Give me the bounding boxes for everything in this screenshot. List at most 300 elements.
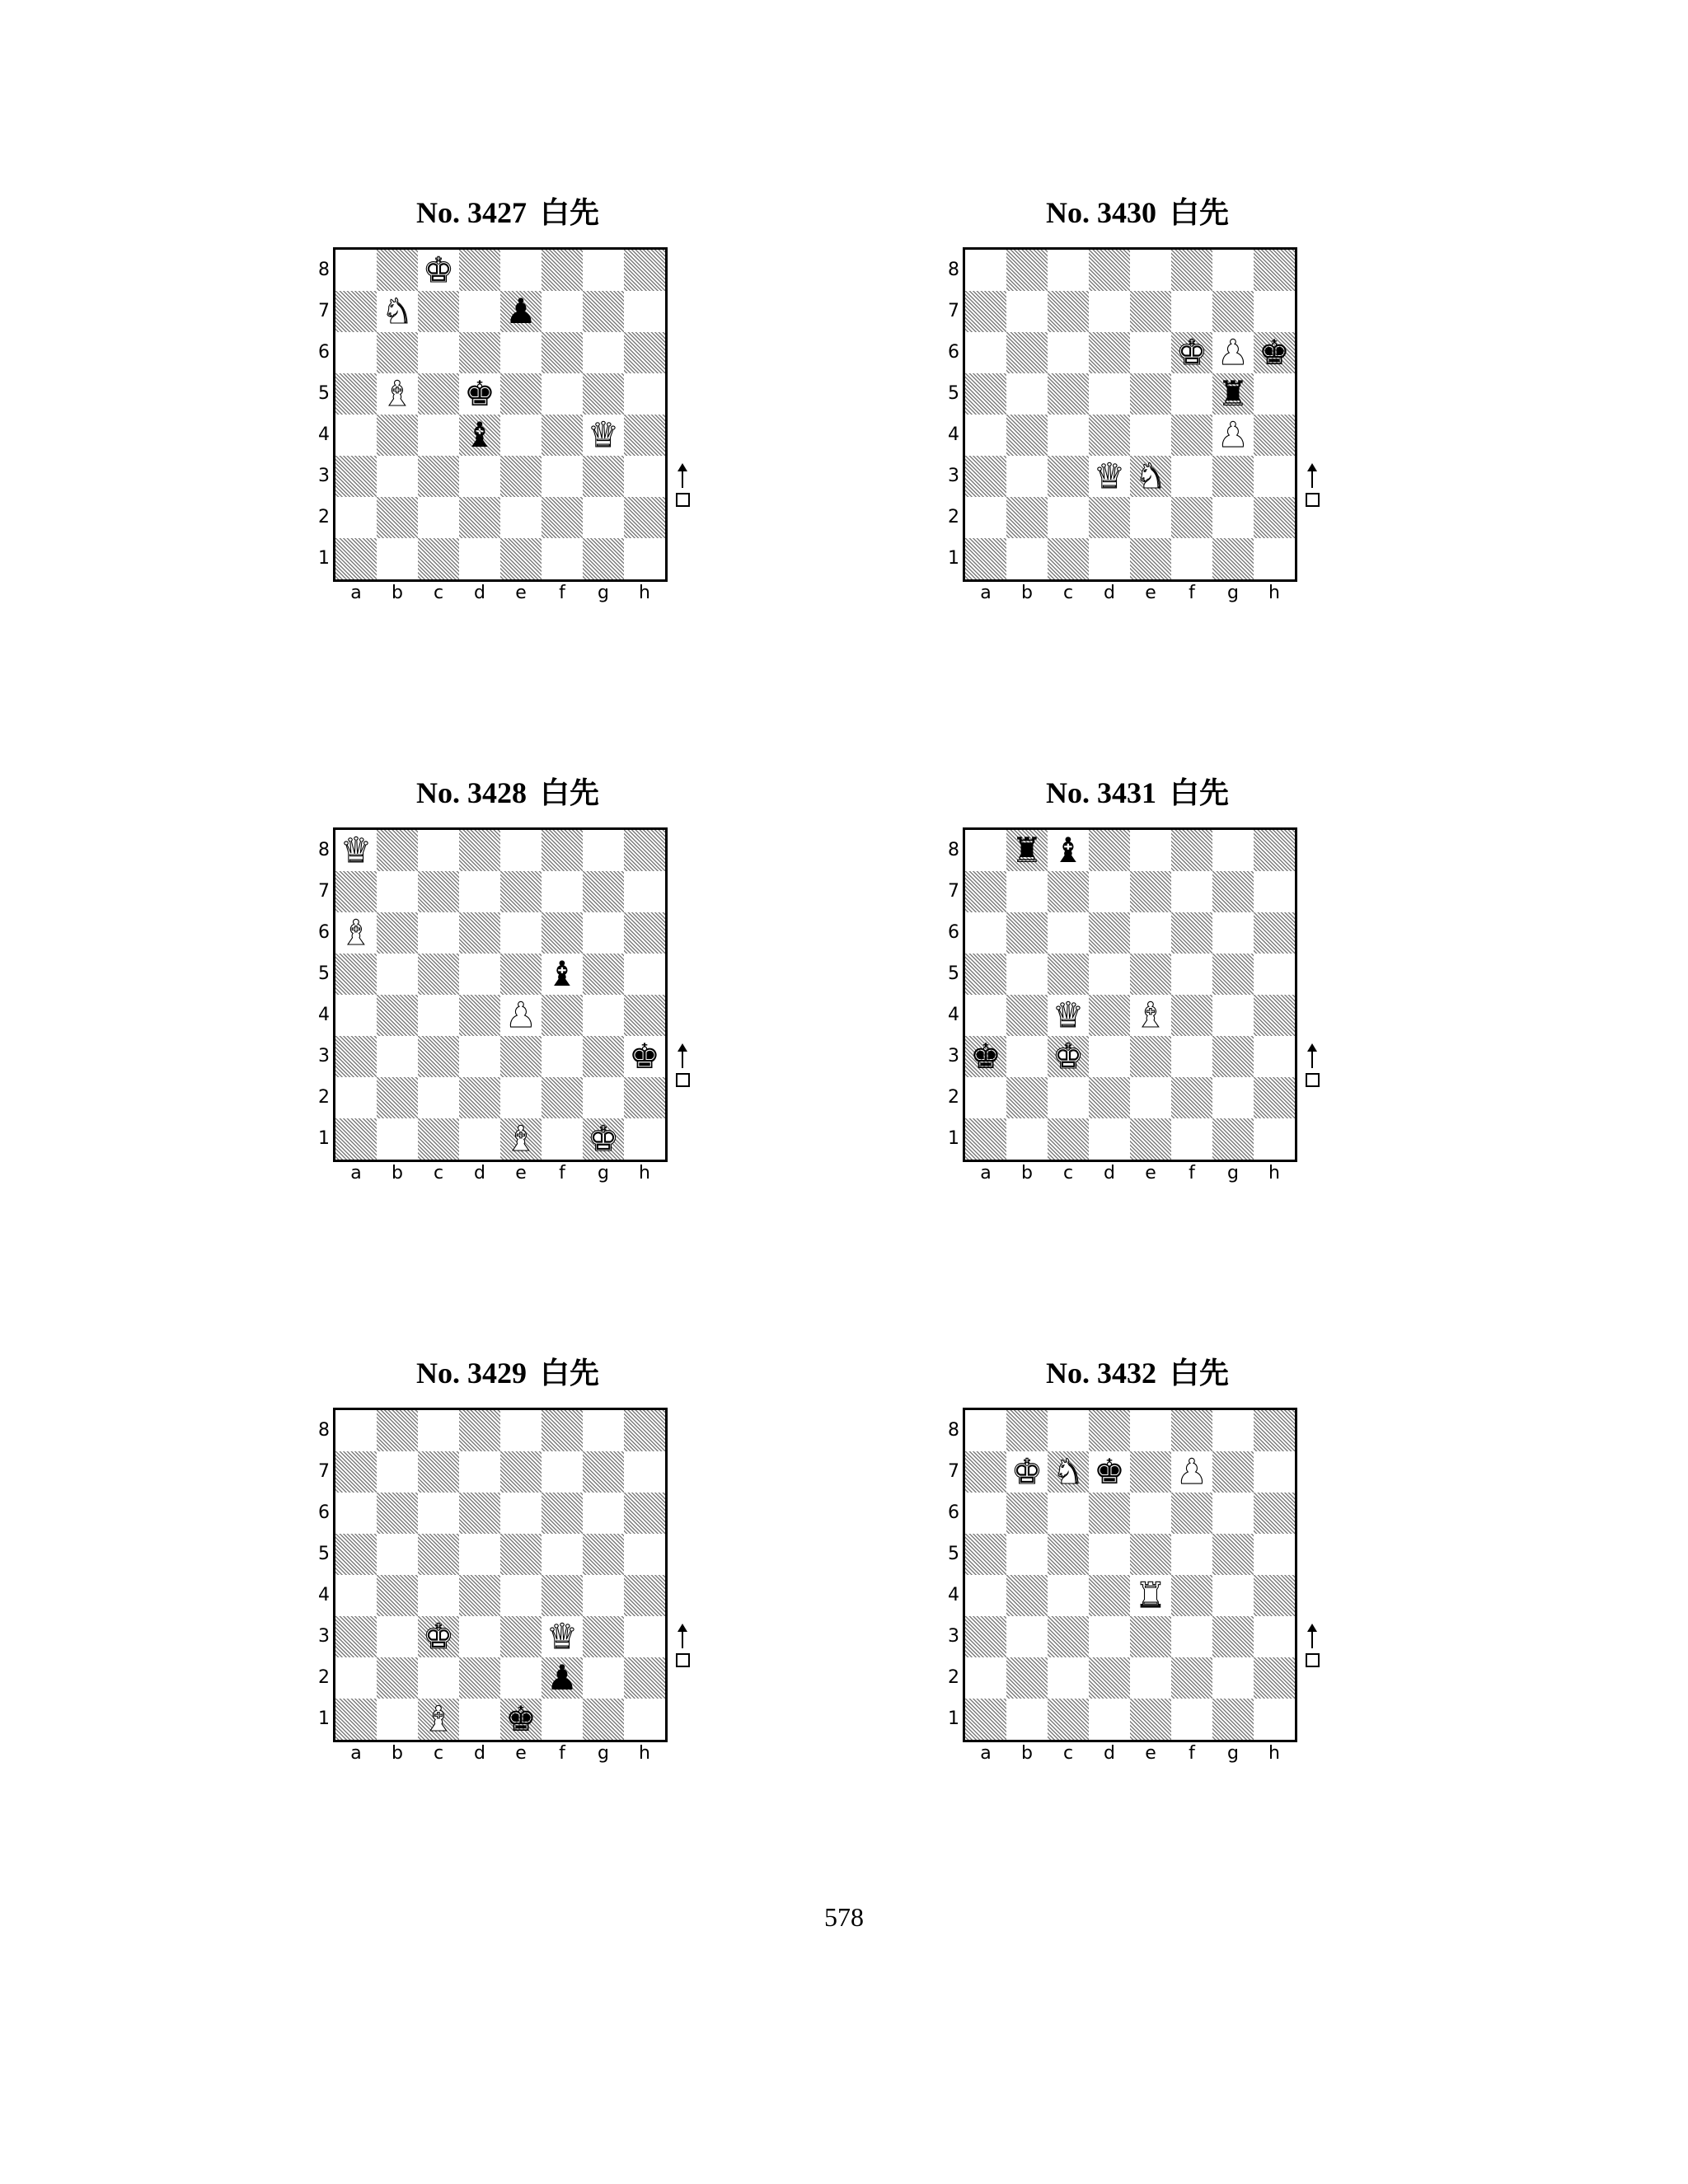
square-d4 xyxy=(1089,995,1130,1036)
square-d4 xyxy=(1089,1575,1130,1616)
square-e4 xyxy=(1130,995,1171,1036)
square-g7 xyxy=(583,1451,624,1493)
file-label: b xyxy=(392,1163,403,1183)
white-square-icon xyxy=(676,1653,690,1667)
square-h6 xyxy=(1254,332,1295,373)
square-e2 xyxy=(1130,1657,1171,1699)
square-b5 xyxy=(377,373,418,415)
rank-label: 2 xyxy=(948,1667,959,1688)
square-d8 xyxy=(459,250,500,291)
side-to-move-icon xyxy=(1306,465,1322,519)
square-f3 xyxy=(542,456,583,497)
square-g5 xyxy=(1212,1534,1254,1575)
square-a5 xyxy=(965,373,1006,415)
square-h6 xyxy=(1254,1493,1295,1534)
square-d4 xyxy=(459,995,500,1036)
white-bishop-icon: ♝ xyxy=(505,1118,537,1159)
square-g1 xyxy=(1212,538,1254,579)
square-h3 xyxy=(1254,456,1295,497)
rank-labels xyxy=(305,250,330,579)
file-label: d xyxy=(474,1743,485,1764)
square-b8 xyxy=(1006,250,1048,291)
square-b5 xyxy=(1006,1534,1048,1575)
square-h4 xyxy=(1254,995,1295,1036)
square-b4 xyxy=(1006,415,1048,456)
square-g2 xyxy=(583,1657,624,1699)
rank-label: 6 xyxy=(318,1502,330,1523)
white-queen-icon: ♛ xyxy=(588,415,619,455)
square-h5 xyxy=(624,954,665,995)
square-f5 xyxy=(542,954,583,995)
square-h1 xyxy=(624,1118,665,1160)
square-a8 xyxy=(335,830,377,871)
square-e5 xyxy=(500,373,542,415)
square-f3 xyxy=(1171,1616,1212,1657)
square-e2 xyxy=(1130,497,1171,538)
black-king-icon: ♚ xyxy=(1259,332,1290,373)
white-square-icon xyxy=(1306,1073,1320,1087)
square-d7 xyxy=(1089,871,1130,912)
square-a7 xyxy=(335,1451,377,1493)
white-knight-icon: ♞ xyxy=(1135,456,1166,496)
square-a8 xyxy=(335,1410,377,1451)
square-g5 xyxy=(583,954,624,995)
puzzle-diagram xyxy=(293,194,722,656)
rank-label: 8 xyxy=(948,840,959,860)
square-c8 xyxy=(418,1410,459,1451)
file-label: h xyxy=(639,1163,650,1183)
square-e1 xyxy=(500,1699,542,1740)
square-c1 xyxy=(418,1118,459,1160)
file-label: a xyxy=(350,1743,362,1764)
square-g7 xyxy=(1212,291,1254,332)
square-g6 xyxy=(1212,332,1254,373)
white-queen-icon: ♛ xyxy=(1094,456,1125,496)
square-f8 xyxy=(1171,250,1212,291)
square-b3 xyxy=(377,1616,418,1657)
file-label: h xyxy=(1268,1163,1280,1183)
file-label: a xyxy=(980,1163,992,1183)
square-d2 xyxy=(459,1657,500,1699)
square-c7 xyxy=(418,871,459,912)
square-h7 xyxy=(1254,871,1295,912)
rank-label: 1 xyxy=(318,1128,330,1149)
square-g4 xyxy=(583,1575,624,1616)
square-h6 xyxy=(1254,912,1295,954)
file-label: f xyxy=(1189,1743,1195,1764)
square-c2 xyxy=(1048,1657,1089,1699)
white-king-icon: ♚ xyxy=(423,250,454,290)
square-f8 xyxy=(1171,1410,1212,1451)
rank-label: 4 xyxy=(948,424,959,445)
file-label: e xyxy=(515,1743,527,1764)
square-a4 xyxy=(335,1575,377,1616)
square-e8 xyxy=(1130,1410,1171,1451)
square-g2 xyxy=(1212,497,1254,538)
rank-label: 5 xyxy=(948,963,959,984)
square-f2 xyxy=(1171,1657,1212,1699)
white-queen-icon: ♛ xyxy=(546,1616,578,1657)
square-g2 xyxy=(1212,1657,1254,1699)
square-h6 xyxy=(624,1493,665,1534)
square-b5 xyxy=(1006,954,1048,995)
square-e6 xyxy=(1130,332,1171,373)
square-b4 xyxy=(1006,995,1048,1036)
square-b8 xyxy=(377,250,418,291)
square-g3 xyxy=(1212,1036,1254,1077)
square-e7 xyxy=(500,1451,542,1493)
square-b1 xyxy=(1006,1118,1048,1160)
square-g8 xyxy=(583,1410,624,1451)
file-label: c xyxy=(1062,1743,1074,1764)
rank-label: 3 xyxy=(948,466,959,486)
white-king-icon: ♚ xyxy=(423,1616,454,1657)
square-c6 xyxy=(418,1493,459,1534)
square-e1 xyxy=(1130,1699,1171,1740)
square-g4 xyxy=(1212,995,1254,1036)
puzzle-title xyxy=(923,775,1352,816)
square-g3 xyxy=(583,1036,624,1077)
square-e8 xyxy=(1130,830,1171,871)
rank-label: 1 xyxy=(948,1708,959,1729)
square-h3 xyxy=(624,1036,665,1077)
square-g1 xyxy=(1212,1699,1254,1740)
side-to-move-label: 白先 xyxy=(539,776,599,810)
square-g6 xyxy=(583,912,624,954)
square-e8 xyxy=(500,250,542,291)
rank-label: 5 xyxy=(948,383,959,404)
rank-label: 1 xyxy=(318,1708,330,1729)
side-to-move-label: 白先 xyxy=(1169,196,1229,230)
square-b4 xyxy=(377,1575,418,1616)
square-c6 xyxy=(1048,912,1089,954)
square-d5 xyxy=(1089,373,1130,415)
square-b3 xyxy=(1006,1036,1048,1077)
square-e5 xyxy=(1130,373,1171,415)
square-b2 xyxy=(377,1657,418,1699)
page-number: 578 xyxy=(824,1902,864,1932)
chess-board xyxy=(333,1408,668,1742)
square-g8 xyxy=(1212,1410,1254,1451)
file-label: e xyxy=(1145,583,1156,603)
file-labels xyxy=(965,1162,1295,1185)
file-label: h xyxy=(1268,1743,1280,1764)
square-c4 xyxy=(1048,415,1089,456)
square-a5 xyxy=(965,1534,1006,1575)
square-h1 xyxy=(1254,1118,1295,1160)
square-d8 xyxy=(1089,1410,1130,1451)
square-d1 xyxy=(459,1699,500,1740)
square-h4 xyxy=(624,415,665,456)
puzzle-title xyxy=(923,1355,1352,1396)
square-c1 xyxy=(1048,1699,1089,1740)
rank-label: 5 xyxy=(318,383,330,404)
square-a4 xyxy=(335,415,377,456)
square-e3 xyxy=(500,1036,542,1077)
side-to-move-icon xyxy=(1306,1625,1322,1680)
square-g4 xyxy=(1212,415,1254,456)
square-f5 xyxy=(542,373,583,415)
square-h6 xyxy=(624,332,665,373)
square-h4 xyxy=(624,1575,665,1616)
square-a3 xyxy=(335,1036,377,1077)
rank-label: 2 xyxy=(948,1087,959,1108)
square-d1 xyxy=(459,538,500,579)
square-d5 xyxy=(459,1534,500,1575)
black-pawn-icon: ♟ xyxy=(505,291,537,331)
rank-label: 7 xyxy=(948,301,959,321)
square-e3 xyxy=(1130,1616,1171,1657)
puzzle-diagram xyxy=(293,1355,722,1816)
square-e3 xyxy=(1130,1036,1171,1077)
square-e1 xyxy=(500,1118,542,1160)
square-h5 xyxy=(1254,1534,1295,1575)
square-d3 xyxy=(459,1616,500,1657)
square-c1 xyxy=(418,538,459,579)
file-label: d xyxy=(1104,1743,1115,1764)
square-f4 xyxy=(542,995,583,1036)
square-a1 xyxy=(965,538,1006,579)
square-b3 xyxy=(377,456,418,497)
file-label: d xyxy=(1104,1163,1115,1183)
square-a1 xyxy=(335,1118,377,1160)
square-d8 xyxy=(1089,830,1130,871)
square-g6 xyxy=(583,332,624,373)
rank-label: 1 xyxy=(318,548,330,569)
white-king-icon: ♚ xyxy=(1176,332,1207,373)
square-d3 xyxy=(459,1036,500,1077)
square-a3 xyxy=(965,1616,1006,1657)
square-g4 xyxy=(583,415,624,456)
side-to-move-icon xyxy=(676,1045,692,1099)
square-a7 xyxy=(965,291,1006,332)
side-to-move-label: 白先 xyxy=(539,1357,599,1390)
side-to-move-icon xyxy=(676,465,692,519)
file-label: h xyxy=(639,1743,650,1764)
square-g5 xyxy=(583,1534,624,1575)
rank-label: 4 xyxy=(318,424,330,445)
square-f3 xyxy=(542,1616,583,1657)
square-f7 xyxy=(542,1451,583,1493)
square-b2 xyxy=(1006,1657,1048,1699)
file-label: g xyxy=(598,1743,609,1764)
square-f3 xyxy=(542,1036,583,1077)
file-label: g xyxy=(598,1163,609,1183)
square-d2 xyxy=(459,1077,500,1118)
square-b3 xyxy=(1006,456,1048,497)
square-c2 xyxy=(1048,1077,1089,1118)
black-bishop-icon: ♝ xyxy=(546,954,578,994)
file-label: b xyxy=(1021,583,1033,603)
square-a1 xyxy=(965,1118,1006,1160)
white-king-icon: ♚ xyxy=(588,1118,619,1159)
side-to-move-icon xyxy=(676,1625,692,1680)
square-d7 xyxy=(1089,1451,1130,1493)
rank-label: 8 xyxy=(318,1420,330,1441)
square-g4 xyxy=(583,995,624,1036)
square-b7 xyxy=(377,1451,418,1493)
square-b6 xyxy=(1006,332,1048,373)
square-g6 xyxy=(1212,912,1254,954)
square-e4 xyxy=(1130,415,1171,456)
square-f5 xyxy=(1171,954,1212,995)
rank-label: 1 xyxy=(948,548,959,569)
rank-labels xyxy=(935,250,959,579)
square-h2 xyxy=(1254,1657,1295,1699)
square-e7 xyxy=(1130,1451,1171,1493)
square-c3 xyxy=(1048,1036,1089,1077)
square-g3 xyxy=(583,1616,624,1657)
square-f4 xyxy=(1171,1575,1212,1616)
square-d6 xyxy=(459,1493,500,1534)
square-d5 xyxy=(1089,954,1130,995)
square-e3 xyxy=(500,456,542,497)
square-e2 xyxy=(1130,1077,1171,1118)
square-c6 xyxy=(418,912,459,954)
square-b5 xyxy=(377,954,418,995)
square-d2 xyxy=(1089,1657,1130,1699)
square-h4 xyxy=(1254,1575,1295,1616)
square-h7 xyxy=(624,1451,665,1493)
square-b6 xyxy=(1006,1493,1048,1534)
square-a6 xyxy=(335,1493,377,1534)
file-label: e xyxy=(1145,1163,1156,1183)
arrow-head-icon xyxy=(1307,1043,1317,1052)
square-a6 xyxy=(335,912,377,954)
square-d7 xyxy=(1089,291,1130,332)
square-a8 xyxy=(335,250,377,291)
square-b7 xyxy=(1006,1451,1048,1493)
square-f1 xyxy=(1171,1118,1212,1160)
square-f2 xyxy=(1171,1077,1212,1118)
black-king-icon: ♚ xyxy=(464,373,495,414)
square-c2 xyxy=(418,1657,459,1699)
square-f4 xyxy=(1171,995,1212,1036)
square-e5 xyxy=(1130,1534,1171,1575)
square-f2 xyxy=(542,1657,583,1699)
square-b6 xyxy=(377,332,418,373)
rank-label: 4 xyxy=(318,1005,330,1025)
square-h8 xyxy=(624,830,665,871)
square-e2 xyxy=(500,1657,542,1699)
white-bishop-icon: ♝ xyxy=(382,373,413,414)
square-e8 xyxy=(500,830,542,871)
rank-label: 6 xyxy=(948,922,959,943)
puzzle-number: No. 3432 xyxy=(1045,1357,1156,1390)
square-d7 xyxy=(459,291,500,332)
rank-label: 8 xyxy=(948,260,959,280)
rank-label: 7 xyxy=(948,1461,959,1482)
rank-label: 7 xyxy=(318,881,330,902)
square-b8 xyxy=(377,830,418,871)
square-g6 xyxy=(1212,1493,1254,1534)
square-d4 xyxy=(459,415,500,456)
rank-label: 3 xyxy=(948,1046,959,1066)
square-d2 xyxy=(1089,497,1130,538)
square-e1 xyxy=(1130,538,1171,579)
square-f6 xyxy=(1171,332,1212,373)
square-g8 xyxy=(1212,250,1254,291)
square-g3 xyxy=(1212,456,1254,497)
square-e3 xyxy=(500,1616,542,1657)
puzzle-number: No. 3431 xyxy=(1045,776,1156,809)
file-label: f xyxy=(1189,1163,1195,1183)
square-c8 xyxy=(1048,250,1089,291)
square-f7 xyxy=(1171,1451,1212,1493)
square-h6 xyxy=(624,912,665,954)
black-rook-icon: ♜ xyxy=(1217,373,1249,414)
square-d1 xyxy=(459,1118,500,1160)
square-g4 xyxy=(1212,1575,1254,1616)
square-c4 xyxy=(1048,1575,1089,1616)
square-c2 xyxy=(1048,497,1089,538)
square-e8 xyxy=(500,1410,542,1451)
square-a2 xyxy=(965,1657,1006,1699)
rank-label: 3 xyxy=(318,1046,330,1066)
square-c5 xyxy=(418,373,459,415)
square-e7 xyxy=(500,871,542,912)
square-c3 xyxy=(418,1616,459,1657)
puzzle-number: No. 3427 xyxy=(415,196,527,229)
black-rook-icon: ♜ xyxy=(1011,830,1043,870)
square-b4 xyxy=(377,995,418,1036)
square-d6 xyxy=(459,332,500,373)
file-label: f xyxy=(559,583,565,603)
square-a7 xyxy=(335,291,377,332)
black-king-icon: ♚ xyxy=(1094,1451,1125,1492)
square-c8 xyxy=(1048,830,1089,871)
file-label: c xyxy=(1062,583,1074,603)
square-e2 xyxy=(500,497,542,538)
rank-label: 4 xyxy=(948,1005,959,1025)
file-labels xyxy=(965,582,1295,605)
square-h8 xyxy=(1254,250,1295,291)
file-label: g xyxy=(1227,1163,1239,1183)
square-c6 xyxy=(1048,1493,1089,1534)
square-a3 xyxy=(965,456,1006,497)
square-f6 xyxy=(542,912,583,954)
square-a1 xyxy=(335,1699,377,1740)
rank-label: 8 xyxy=(948,1420,959,1441)
file-labels xyxy=(335,1162,665,1185)
square-a4 xyxy=(965,1575,1006,1616)
square-f1 xyxy=(1171,538,1212,579)
square-d5 xyxy=(459,954,500,995)
square-h1 xyxy=(1254,538,1295,579)
square-f4 xyxy=(542,415,583,456)
square-b7 xyxy=(377,291,418,332)
square-g6 xyxy=(583,1493,624,1534)
square-h3 xyxy=(1254,1036,1295,1077)
square-b3 xyxy=(377,1036,418,1077)
square-h7 xyxy=(1254,291,1295,332)
file-label: g xyxy=(1227,583,1239,603)
white-square-icon xyxy=(676,493,690,507)
square-a4 xyxy=(335,995,377,1036)
rank-labels xyxy=(305,830,330,1160)
puzzle-number: No. 3429 xyxy=(415,1357,527,1390)
square-h7 xyxy=(624,291,665,332)
puzzle-diagram xyxy=(923,194,1352,656)
file-label: c xyxy=(433,1163,444,1183)
rank-label: 2 xyxy=(318,507,330,527)
square-b1 xyxy=(377,1118,418,1160)
file-label: e xyxy=(515,1163,527,1183)
square-b8 xyxy=(1006,830,1048,871)
square-b1 xyxy=(1006,1699,1048,1740)
square-f3 xyxy=(1171,1036,1212,1077)
square-f1 xyxy=(542,1118,583,1160)
